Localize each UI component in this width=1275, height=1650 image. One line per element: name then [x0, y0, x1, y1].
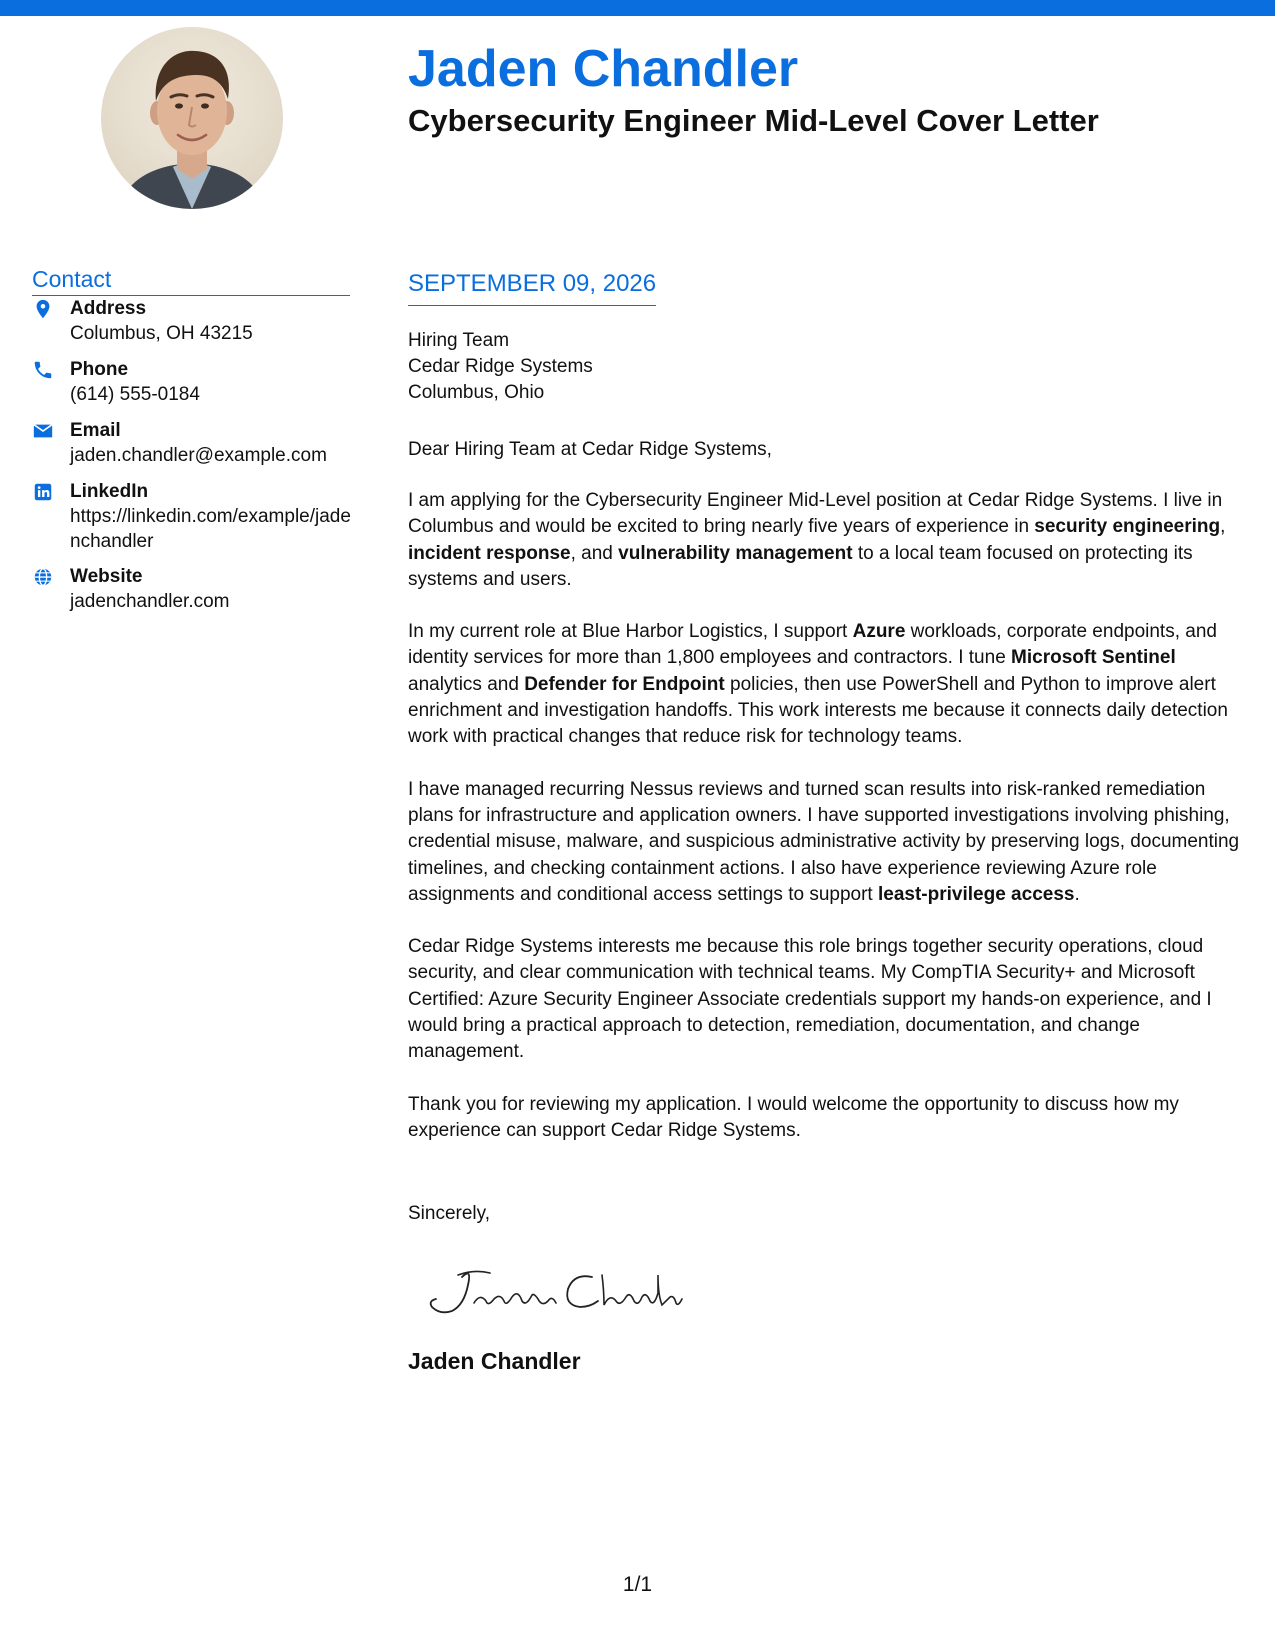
email-icon [32, 420, 54, 442]
location-pin-icon [32, 298, 54, 320]
contact-label: Phone [70, 359, 129, 380]
recipient-block [408, 328, 593, 406]
letter-paragraph [408, 777, 1250, 908]
paragraph-text: . [1074, 883, 1080, 905]
phone-icon [32, 359, 54, 381]
applicant-name: Jaden Chandler [408, 40, 799, 98]
emphasized-keyword: least-privilege access [878, 883, 1075, 905]
globe-icon [32, 566, 54, 588]
profile-photo [101, 27, 283, 209]
paragraph-text: , and [570, 542, 619, 564]
contact-heading: Contact [32, 266, 350, 296]
paragraph-text: I am applying for the Cybersecurity Engineer Mid-Level position at Cedar Ridge Systems. I live in Columbus and would be excited to bring nearly five years of experience in [408, 490, 1223, 538]
paragraph-text: workloads, corporate endpoints, and identity services for more than 1,800 employees and contractors. I tune [408, 621, 1217, 669]
contact-value: (614) 555-0184 [70, 384, 200, 405]
paragraph-text: , [1220, 516, 1226, 538]
letter-paragraph [408, 1092, 1250, 1145]
handwritten-signature [414, 1255, 684, 1325]
linkedin-icon [32, 481, 54, 503]
letter-paragraph [408, 488, 1250, 593]
signer-name: Jaden Chandler [408, 1348, 581, 1374]
paragraph-text: Cedar Ridge Systems interests me because this role brings together security operations, cloud security, and clear communication with technical teams. My CompTIA Security+ and Microsoft Certified: Azure Security Engineer Associate credentials support my hands-on experience, and I would bring a practical approach to detection, remediation, documentation, and change management. [408, 936, 1212, 1063]
recipient-line: Columbus, Ohio [408, 382, 545, 403]
closing: Sincerely, [408, 1203, 491, 1224]
recipient-line: Cedar Ridge Systems [408, 356, 593, 377]
salutation: Dear Hiring Team at Cedar Ridge Systems, [408, 439, 772, 460]
emphasized-keyword: vulnerability management [618, 542, 853, 564]
page-number: 1/1 [622, 1573, 653, 1596]
emphasized-keyword: incident response [408, 542, 571, 564]
contact-label: Email [70, 420, 121, 441]
avatar [101, 27, 283, 209]
recipient-line: Hiring Team [408, 330, 510, 351]
emphasized-keyword: Microsoft Sentinel [1011, 647, 1176, 669]
contact-value[interactable]: jaden.chandler@example.com [70, 445, 327, 466]
contact-value[interactable]: jadenchandler.com [70, 591, 230, 612]
paragraph-text: policies, then use PowerShell and Python to improve alert enrichment and investigation handoffs. This work interests me because it connects daily detection work with practical changes that reduce risk for technology teams. [408, 673, 1228, 748]
paragraph-text: Thank you for reviewing my application. I would welcome the opportunity to discuss how my experience can support Cedar Ridge Systems. [408, 1093, 1179, 1141]
contact-value[interactable]: https://linkedin.com/example/jadenchandler [70, 506, 351, 552]
letter-paragraph [408, 619, 1250, 750]
paragraph-text: analytics and [408, 673, 525, 695]
letter-body [408, 488, 1250, 1170]
contact-label: LinkedIn [70, 481, 149, 502]
contact-value: Columbus, OH 43215 [70, 323, 253, 344]
emphasized-keyword: security engineering [1034, 516, 1221, 538]
letter-paragraph [408, 934, 1250, 1065]
contact-label: Address [70, 298, 147, 319]
emphasized-keyword: Defender for Endpoint [524, 673, 725, 695]
document-subtitle: Cybersecurity Engineer Mid-Level Cover Letter [408, 103, 1099, 138]
emphasized-keyword: Azure [852, 621, 906, 643]
top-accent-bar [0, 0, 1275, 16]
paragraph-text: In my current role at Blue Harbor Logistics, I support [408, 621, 853, 643]
contact-label: Website [70, 566, 143, 587]
paragraph-text: I have managed recurring Nessus reviews and turned scan results into risk-ranked remediation plans for infrastructure and application owners. I have supported investigations involving phishing, credential misuse, malware, and suspicious administrative activity by preserving logs, documenting timelines, and checking containment actions. I also have experience reviewing Azure role assignments and conditional access settings to support [408, 778, 1240, 905]
paragraph-text: to a local team focused on protecting its systems and users. [408, 542, 1193, 590]
letter-date: SEPTEMBER 09, 2026 [408, 270, 656, 306]
